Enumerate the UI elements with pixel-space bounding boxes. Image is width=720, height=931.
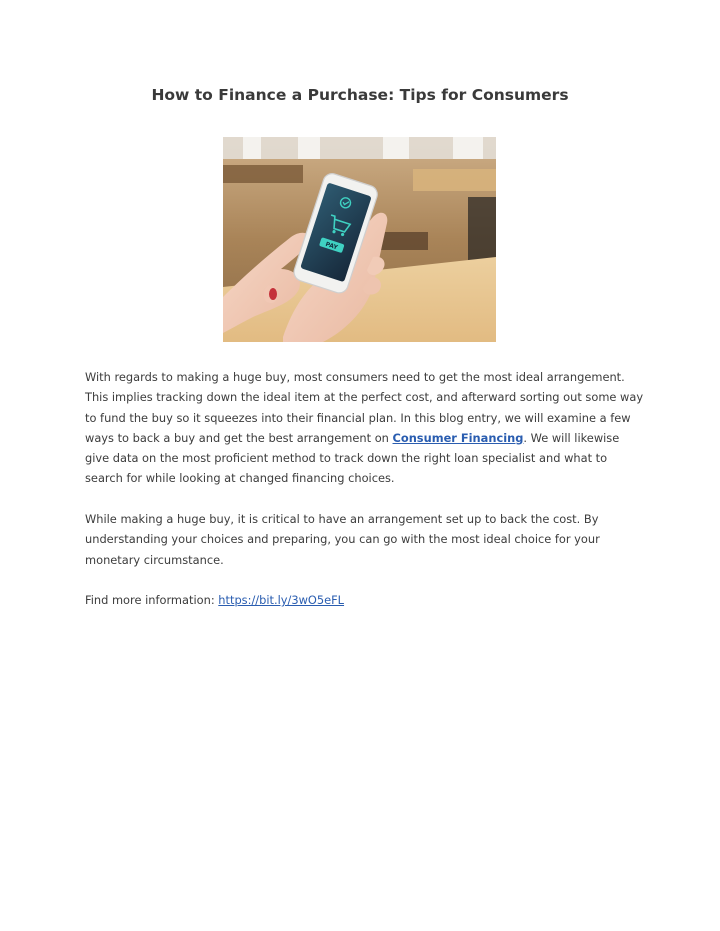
more-info-line xyxy=(85,590,645,610)
article-body xyxy=(85,367,645,631)
window-pane xyxy=(243,137,261,159)
hero-image-art xyxy=(223,137,496,342)
nail-shape xyxy=(269,288,277,300)
window-pane xyxy=(298,137,320,159)
hero-image xyxy=(223,137,496,342)
page-title: How to Finance a Purchase: Tips for Consumers xyxy=(151,86,569,104)
window-pane xyxy=(453,137,483,159)
paragraph-planning: While making a huge buy, it is critical to have an arrangement set up to back the cost. By understanding your choices and preparing, you can go with the most ideal choice for your monetary circumstance. xyxy=(85,512,600,567)
paragraph-intro-text-end: . We will likewise give data on the most proficient method to track down the right loan specialist and what to search for while looking at changed financing choices. xyxy=(85,430,620,486)
phone-screen-label: PAY xyxy=(324,240,339,252)
background-table xyxy=(223,165,303,183)
paragraph-intro xyxy=(85,367,645,489)
consumer-financing-link[interactable]: Consumer Financing xyxy=(392,430,524,445)
window-pane xyxy=(383,137,409,159)
more-info-label: Find more information: xyxy=(85,593,219,608)
paragraph-intro-text-start: With regards to making a huge buy, most consumers need to get the most ideal arrangement. This implies tracking down the ideal item at the perfect cost, and afterward sorting out some way to fund the buy so it squeezes into their financial plan. In this blog entry, we will examine a few ways to back a buy and get the best arrangement on xyxy=(85,370,644,445)
more-info-link[interactable]: https://bit.ly/3wO5eFL xyxy=(218,593,345,608)
background-table xyxy=(413,169,496,191)
